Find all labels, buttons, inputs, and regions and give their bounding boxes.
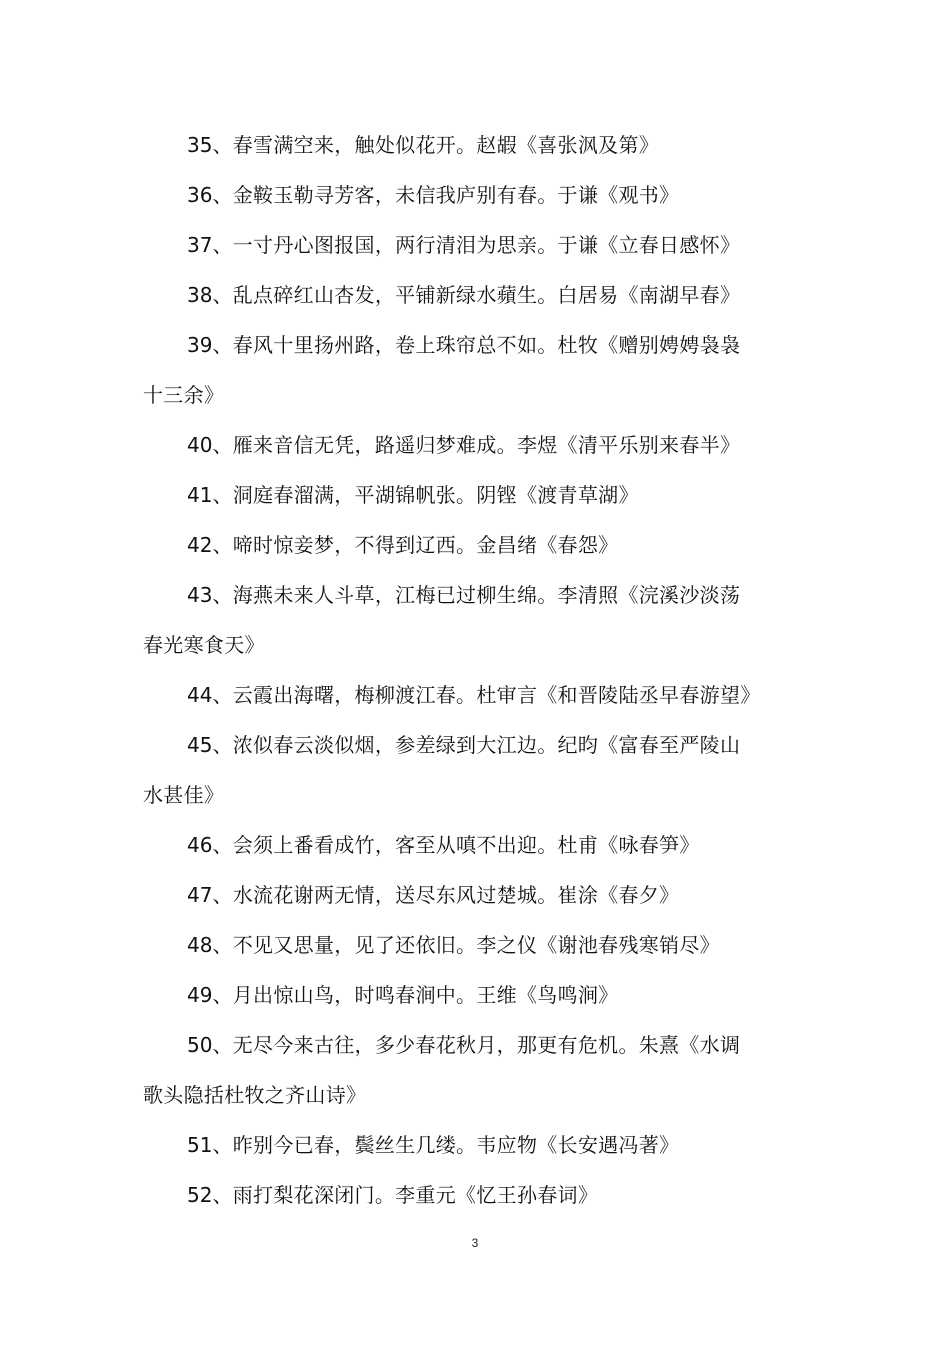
list-item-continuation: [143, 620, 783, 670]
list-item: [143, 320, 783, 370]
item-number: 50: [187, 1033, 213, 1057]
item-text: 、浓似春云淡似烟，参差绿到大江边。纪昀《富春至严陵山: [212, 733, 741, 757]
item-text: 、一寸丹心图报国，两行清泪为思亲。于谦《立春日感怀》: [212, 233, 741, 257]
item-number: 43: [187, 583, 213, 607]
item-number: 49: [187, 983, 213, 1007]
item-number: 41: [187, 483, 213, 507]
list-item: [143, 1170, 783, 1220]
item-number: 37: [187, 233, 213, 257]
item-text: 、月出惊山鸟，时鸣春涧中。王维《鸟鸣涧》: [212, 983, 619, 1007]
item-text: 春光寒食天》: [143, 633, 265, 657]
item-number: 39: [187, 333, 213, 357]
item-text: 、不见又思量，见了还依旧。李之仪《谢池春残寒销尽》: [212, 933, 720, 957]
poem-list: [143, 120, 783, 1220]
list-item: [143, 570, 783, 620]
list-item: [143, 220, 783, 270]
item-number: 48: [187, 933, 213, 957]
item-number: 38: [187, 283, 213, 307]
list-item-continuation: [143, 370, 783, 420]
list-item: [143, 670, 783, 720]
list-item: [143, 420, 783, 470]
item-text: 、水流花谢两无情，送尽东风过楚城。崔涂《春夕》: [212, 883, 680, 907]
page-number: 3: [471, 1236, 479, 1250]
item-text: 、雁来音信无凭，路遥归梦难成。李煜《清平乐别来春半》: [212, 433, 741, 457]
item-number: 51: [187, 1133, 213, 1157]
list-item: [143, 820, 783, 870]
list-item: [143, 120, 783, 170]
item-number: 35: [187, 133, 213, 157]
item-text: 歌头隐括杜牧之齐山诗》: [143, 1083, 367, 1107]
item-text: 、雨打梨花深闭门。李重元《忆王孙春词》: [212, 1183, 599, 1207]
item-number: 47: [187, 883, 213, 907]
item-text: 、无尽今来古往，多少春花秋月，那更有危机。朱熹《水调: [212, 1033, 741, 1057]
list-item: [143, 170, 783, 220]
item-number: 44: [187, 683, 213, 707]
list-item: [143, 1020, 783, 1070]
item-text: 、啼时惊妾梦，不得到辽西。金昌绪《春怨》: [212, 533, 619, 557]
list-item-continuation: [143, 770, 783, 820]
item-text: 、洞庭春溜满，平湖锦帆张。阴铿《渡青草湖》: [212, 483, 639, 507]
item-number: 45: [187, 733, 213, 757]
item-text: 十三余》: [143, 383, 225, 407]
list-item: [143, 920, 783, 970]
list-item: [143, 1120, 783, 1170]
item-text: 、金鞍玉勒寻芳客，未信我庐别有春。于谦《观书》: [212, 183, 680, 207]
item-text: 、海燕未来人斗草，江梅已过柳生绵。李清照《浣溪沙淡荡: [212, 583, 741, 607]
list-item: [143, 870, 783, 920]
item-number: 40: [187, 433, 213, 457]
item-text: 水甚佳》: [143, 783, 225, 807]
list-item: [143, 520, 783, 570]
item-text: 、乱点碎红山杏发，平铺新绿水蘋生。白居易《南湖早春》: [212, 283, 741, 307]
item-text: 、云霞出海曙，梅柳渡江春。杜审言《和晋陵陆丞早春游望》: [212, 683, 761, 707]
list-item: [143, 970, 783, 1020]
item-text: 、春雪满空来，触处似花开。赵嘏《喜张沨及第》: [212, 133, 660, 157]
item-number: 36: [187, 183, 213, 207]
item-number: 46: [187, 833, 213, 857]
item-text: 、昨别今已春，鬓丝生几缕。韦应物《长安遇冯著》: [212, 1133, 680, 1157]
list-item-continuation: [143, 1070, 783, 1120]
item-number: 52: [187, 1183, 213, 1207]
item-text: 、会须上番看成竹，客至从嗔不出迎。杜甫《咏春笋》: [212, 833, 700, 857]
item-number: 42: [187, 533, 213, 557]
item-text: 、春风十里扬州路，卷上珠帘总不如。杜牧《赠别娉娉袅袅: [212, 333, 741, 357]
list-item: [143, 720, 783, 770]
list-item: [143, 270, 783, 320]
list-item: [143, 470, 783, 520]
